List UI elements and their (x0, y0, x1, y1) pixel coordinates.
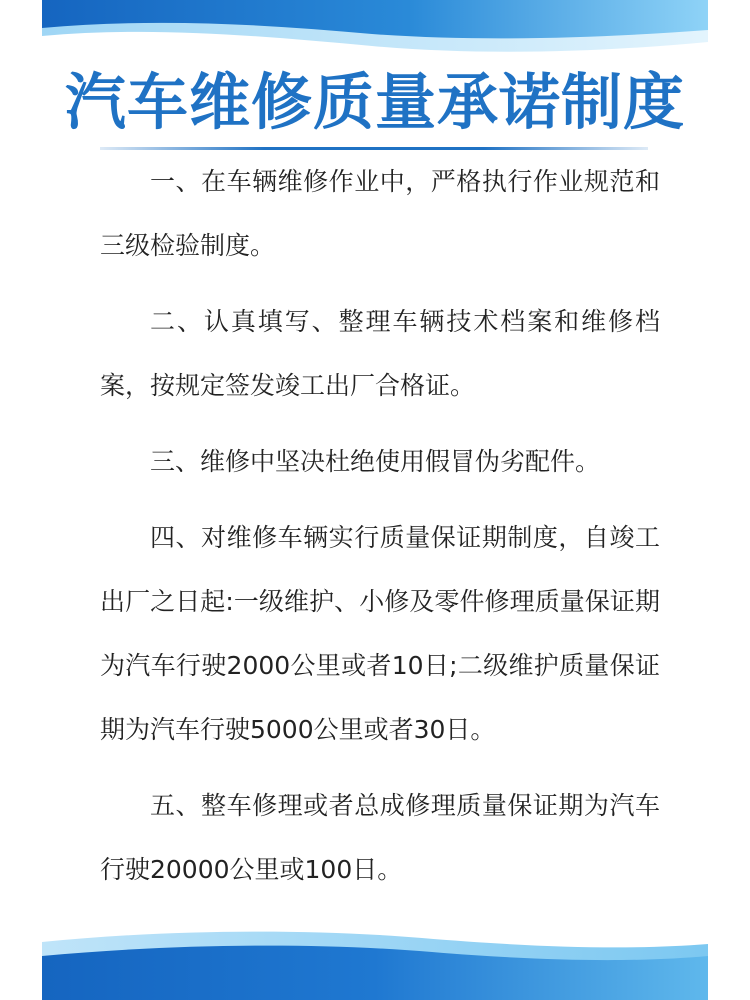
rule-paragraph-4: 四、对维修车辆实行质量保证期制度，自竣工出厂之日起:一级维护、小修及零件修理质量保证期为汽车行驶2000公里或者10日;二级维护质量保证期为汽车行驶5000公里或者30日。 (100, 523, 660, 744)
rule-paragraph-3: 三、维修中坚决杜绝使用假冒伪劣配件。 (150, 447, 601, 476)
bottom-wave-decoration (42, 928, 708, 1000)
poster (42, 0, 708, 1000)
rules-body (100, 150, 660, 914)
rule-paragraph-1: 一、在车辆维修作业中，严格执行作业规范和三级检验制度。 (100, 167, 660, 260)
rule-paragraph-5: 五、整车修理或者总成修理质量保证期为汽车行驶20000公里或100日。 (100, 791, 660, 884)
rule-paragraph-2: 二、认真填写、整理车辆技术档案和维修档案，按规定签发竣工出厂合格证。 (100, 307, 660, 400)
page-title: 汽车维修质量承诺制度 (64, 67, 685, 138)
top-wave-decoration (42, 0, 708, 60)
